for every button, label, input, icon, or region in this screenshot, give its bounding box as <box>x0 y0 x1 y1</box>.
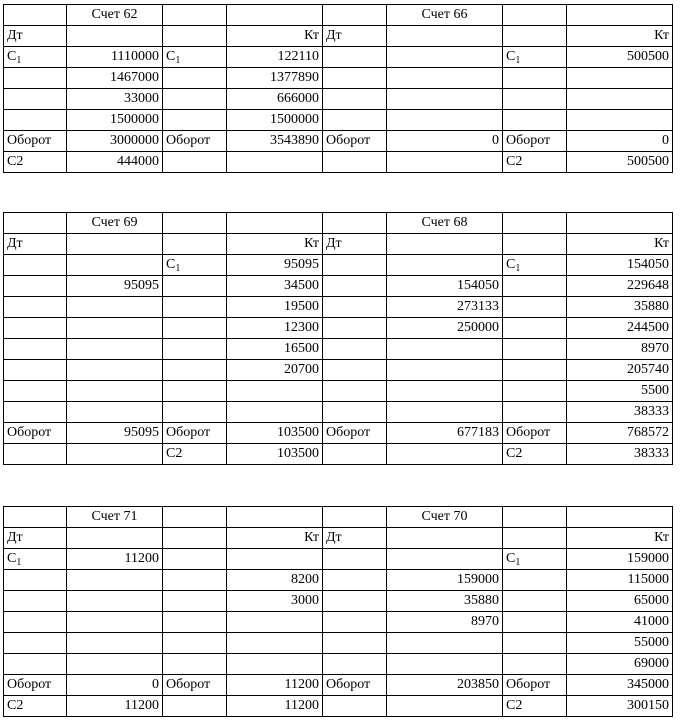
row-label <box>323 110 387 131</box>
row-label <box>4 110 67 131</box>
row-label <box>163 152 227 173</box>
amount-cell: 35880 <box>567 297 673 318</box>
amount-cell: 103500 <box>227 423 323 444</box>
amount-cell: 345000 <box>567 675 673 696</box>
row-label <box>4 654 67 675</box>
amount-cell: 205740 <box>567 360 673 381</box>
blank-cell <box>503 507 567 528</box>
balance-start-subscript: 1 <box>175 55 181 66</box>
debit-credit-header-row <box>4 528 673 549</box>
table-row <box>4 68 673 89</box>
blank-cell <box>323 213 387 234</box>
amount-cell: 273133 <box>387 297 503 318</box>
amount-cell <box>567 110 673 131</box>
row-label <box>503 255 567 276</box>
balance-start-label: С <box>506 257 516 272</box>
row-label <box>4 297 67 318</box>
table-row <box>4 297 673 318</box>
row-label <box>323 402 387 423</box>
blank-cell <box>567 507 673 528</box>
amount-cell <box>227 402 323 423</box>
row-label <box>503 297 567 318</box>
amount-cell <box>67 402 163 423</box>
table-row <box>4 654 673 675</box>
row-label: Оборот <box>4 675 67 696</box>
blank-cell <box>323 5 387 26</box>
amount-cell: 55000 <box>567 633 673 654</box>
amount-cell <box>387 255 503 276</box>
row-label <box>323 591 387 612</box>
debit-label: Дт <box>323 234 387 255</box>
amount-cell: 11200 <box>67 549 163 570</box>
amount-cell: 41000 <box>567 612 673 633</box>
table-row <box>4 318 673 339</box>
row-label <box>503 591 567 612</box>
row-label <box>323 47 387 68</box>
row-label <box>323 339 387 360</box>
row-label: Оборот <box>323 131 387 152</box>
table-row <box>4 549 673 570</box>
amount-cell <box>387 654 503 675</box>
amount-cell: 159000 <box>387 570 503 591</box>
amount-cell: 20700 <box>227 360 323 381</box>
row-label <box>4 612 67 633</box>
account-title: Счет 62 <box>67 5 163 26</box>
blank-cell <box>4 5 67 26</box>
row-label <box>503 402 567 423</box>
amount-cell <box>227 633 323 654</box>
amount-cell: 1467000 <box>67 68 163 89</box>
row-label <box>4 444 67 465</box>
credit-label: Кт <box>567 26 673 47</box>
amount-cell: 3000000 <box>67 131 163 152</box>
row-label <box>323 68 387 89</box>
row-label: Оборот <box>503 675 567 696</box>
amount-cell: 0 <box>387 131 503 152</box>
row-label <box>323 654 387 675</box>
row-label <box>163 276 227 297</box>
balance-start-subscript: 1 <box>175 263 181 274</box>
row-label <box>503 549 567 570</box>
amount-cell: 95095 <box>67 423 163 444</box>
amount-cell: 11200 <box>227 675 323 696</box>
row-label <box>4 339 67 360</box>
row-label <box>4 68 67 89</box>
amount-cell <box>567 68 673 89</box>
row-label <box>323 570 387 591</box>
account-table-69-68 <box>3 212 673 465</box>
amount-cell: 203850 <box>387 675 503 696</box>
row-label <box>163 89 227 110</box>
blank-cell <box>387 26 503 47</box>
balance-start-subscript: 1 <box>515 557 521 568</box>
row-label <box>163 339 227 360</box>
amount-cell: 3000 <box>227 591 323 612</box>
amount-cell: 0 <box>67 675 163 696</box>
table-row <box>4 47 673 68</box>
amount-cell: 103500 <box>227 444 323 465</box>
blank-cell <box>503 26 567 47</box>
row-label <box>503 318 567 339</box>
row-label: Оборот <box>323 423 387 444</box>
blank-cell <box>4 507 67 528</box>
blank-cell <box>323 507 387 528</box>
amount-cell <box>67 591 163 612</box>
blank-cell <box>503 5 567 26</box>
amount-cell: 65000 <box>567 591 673 612</box>
amount-cell <box>387 110 503 131</box>
account-title: Счет 66 <box>387 5 503 26</box>
debit-label: Дт <box>4 528 67 549</box>
amount-cell <box>387 633 503 654</box>
amount-cell: 444000 <box>67 152 163 173</box>
title-row <box>4 507 673 528</box>
blank-cell <box>503 234 567 255</box>
blank-cell <box>67 26 163 47</box>
row-label <box>323 152 387 173</box>
table-row <box>4 255 673 276</box>
row-label <box>4 549 67 570</box>
blank-cell <box>503 213 567 234</box>
blank-cell <box>503 528 567 549</box>
credit-label: Кт <box>567 234 673 255</box>
blank-cell <box>567 5 673 26</box>
row-label: С2 <box>4 152 67 173</box>
amount-cell: 34500 <box>227 276 323 297</box>
debit-credit-header-row <box>4 26 673 47</box>
amount-cell: 38333 <box>567 444 673 465</box>
amount-cell <box>567 89 673 110</box>
blank-cell <box>227 213 323 234</box>
row-label <box>163 654 227 675</box>
amount-cell <box>67 444 163 465</box>
row-label <box>163 591 227 612</box>
amount-cell <box>387 444 503 465</box>
row-label: Оборот <box>4 423 67 444</box>
row-label: Оборот <box>503 131 567 152</box>
row-label <box>323 633 387 654</box>
amount-cell <box>227 381 323 402</box>
row-label <box>503 68 567 89</box>
table-row <box>4 152 673 173</box>
table-row <box>4 444 673 465</box>
debit-credit-header-row <box>4 234 673 255</box>
blank-cell <box>67 234 163 255</box>
debit-label: Дт <box>4 234 67 255</box>
account-title: Счет 68 <box>387 213 503 234</box>
credit-label: Кт <box>227 528 323 549</box>
account-title: Счет 71 <box>67 507 163 528</box>
amount-cell <box>67 381 163 402</box>
amount-cell: 11200 <box>67 696 163 717</box>
blank-cell <box>163 26 227 47</box>
table-row <box>4 696 673 717</box>
amount-cell: 1377890 <box>227 68 323 89</box>
debit-label: Дт <box>4 26 67 47</box>
amount-cell <box>387 339 503 360</box>
amount-cell: 1500000 <box>67 110 163 131</box>
row-label: Оборот <box>163 423 227 444</box>
balance-start-label: С <box>506 551 516 566</box>
amount-cell: 115000 <box>567 570 673 591</box>
row-label <box>323 255 387 276</box>
row-label <box>503 89 567 110</box>
row-label: Оборот <box>163 131 227 152</box>
blank-cell <box>227 5 323 26</box>
amount-cell: 500500 <box>567 152 673 173</box>
row-label <box>163 68 227 89</box>
amount-cell <box>387 152 503 173</box>
row-label <box>163 612 227 633</box>
row-label <box>163 381 227 402</box>
blank-cell <box>387 234 503 255</box>
amount-cell <box>387 402 503 423</box>
balance-start-subscript: 1 <box>16 557 22 568</box>
amount-cell: 250000 <box>387 318 503 339</box>
amount-cell <box>67 360 163 381</box>
balance-start-subscript: 1 <box>16 55 22 66</box>
amount-cell: 19500 <box>227 297 323 318</box>
row-label <box>4 591 67 612</box>
blank-cell <box>4 213 67 234</box>
amount-cell: 300150 <box>567 696 673 717</box>
amount-cell <box>387 89 503 110</box>
balance-start-label: С <box>7 49 17 64</box>
credit-label: Кт <box>227 234 323 255</box>
amount-cell: 33000 <box>67 89 163 110</box>
blank-cell <box>567 213 673 234</box>
amount-cell: 1500000 <box>227 110 323 131</box>
amount-cell <box>387 696 503 717</box>
amount-cell <box>67 654 163 675</box>
row-label <box>503 47 567 68</box>
row-label: С2 <box>503 696 567 717</box>
row-label <box>323 360 387 381</box>
row-label <box>503 570 567 591</box>
amount-cell: 95095 <box>67 276 163 297</box>
row-label <box>323 381 387 402</box>
row-label <box>323 297 387 318</box>
row-label <box>4 89 67 110</box>
amount-cell <box>387 549 503 570</box>
table-row <box>4 110 673 131</box>
amount-cell: 154050 <box>567 255 673 276</box>
blank-cell <box>163 528 227 549</box>
row-label <box>4 318 67 339</box>
amount-cell: 0 <box>567 131 673 152</box>
balance-start-label: С <box>506 49 516 64</box>
row-label <box>163 549 227 570</box>
balance-start-label: С <box>166 49 176 64</box>
row-label: С2 <box>4 696 67 717</box>
table-row <box>4 402 673 423</box>
row-label <box>323 549 387 570</box>
amount-cell <box>67 255 163 276</box>
row-label <box>4 47 67 68</box>
amount-cell: 244500 <box>567 318 673 339</box>
amount-cell: 677183 <box>387 423 503 444</box>
balance-start-label: С <box>166 257 176 272</box>
blank-cell <box>163 5 227 26</box>
amount-cell: 5500 <box>567 381 673 402</box>
table-row <box>4 360 673 381</box>
amount-cell: 768572 <box>567 423 673 444</box>
row-label <box>4 381 67 402</box>
table-row <box>4 423 673 444</box>
table-row <box>4 276 673 297</box>
amount-cell: 500500 <box>567 47 673 68</box>
amount-cell <box>67 318 163 339</box>
row-label: С2 <box>503 152 567 173</box>
row-label: Оборот <box>163 675 227 696</box>
amount-cell: 3543890 <box>227 131 323 152</box>
balance-start-subscript: 1 <box>515 55 521 66</box>
table-row <box>4 381 673 402</box>
amount-cell: 122110 <box>227 47 323 68</box>
amount-cell: 95095 <box>227 255 323 276</box>
account-table-71-70 <box>3 506 673 717</box>
row-label <box>503 339 567 360</box>
debit-label: Дт <box>323 26 387 47</box>
table-row <box>4 612 673 633</box>
amount-cell <box>227 152 323 173</box>
title-row <box>4 5 673 26</box>
amount-cell: 12300 <box>227 318 323 339</box>
row-label: Оборот <box>503 423 567 444</box>
amount-cell: 159000 <box>567 549 673 570</box>
amount-cell <box>227 549 323 570</box>
row-label: С2 <box>503 444 567 465</box>
title-row <box>4 213 673 234</box>
row-label <box>163 402 227 423</box>
credit-label: Кт <box>227 26 323 47</box>
amount-cell: 8970 <box>567 339 673 360</box>
row-label <box>4 570 67 591</box>
debit-label: Дт <box>323 528 387 549</box>
amount-cell <box>67 612 163 633</box>
row-label <box>4 402 67 423</box>
row-label <box>163 47 227 68</box>
row-label <box>163 570 227 591</box>
row-label <box>4 276 67 297</box>
table-row <box>4 570 673 591</box>
credit-label: Кт <box>567 528 673 549</box>
amount-cell: 16500 <box>227 339 323 360</box>
row-label: С2 <box>163 444 227 465</box>
row-label <box>163 110 227 131</box>
row-label <box>323 444 387 465</box>
blank-cell <box>163 213 227 234</box>
row-label <box>323 276 387 297</box>
row-label <box>323 696 387 717</box>
row-label <box>163 255 227 276</box>
table-row <box>4 633 673 654</box>
amount-cell: 38333 <box>567 402 673 423</box>
amount-cell: 666000 <box>227 89 323 110</box>
row-label <box>4 360 67 381</box>
row-label <box>323 89 387 110</box>
amount-cell <box>387 381 503 402</box>
row-label: Оборот <box>323 675 387 696</box>
row-label <box>4 633 67 654</box>
amount-cell: 154050 <box>387 276 503 297</box>
amount-cell: 229648 <box>567 276 673 297</box>
account-title: Счет 69 <box>67 213 163 234</box>
amount-cell: 8970 <box>387 612 503 633</box>
row-label <box>503 654 567 675</box>
row-label <box>323 318 387 339</box>
blank-cell <box>227 507 323 528</box>
amount-cell <box>67 570 163 591</box>
balance-start-label: С <box>7 551 17 566</box>
amount-cell: 8200 <box>227 570 323 591</box>
amount-cell: 1110000 <box>67 47 163 68</box>
amount-cell: 11200 <box>227 696 323 717</box>
blank-cell <box>67 528 163 549</box>
row-label <box>503 360 567 381</box>
row-label <box>163 318 227 339</box>
amount-cell <box>227 654 323 675</box>
blank-cell <box>163 234 227 255</box>
row-label <box>163 360 227 381</box>
balance-start-subscript: 1 <box>515 263 521 274</box>
amount-cell <box>67 297 163 318</box>
row-label <box>163 633 227 654</box>
account-table-62-66 <box>3 4 673 173</box>
amount-cell <box>227 612 323 633</box>
row-label <box>163 696 227 717</box>
row-label <box>503 633 567 654</box>
table-row <box>4 591 673 612</box>
amount-cell <box>67 633 163 654</box>
amount-cell <box>387 360 503 381</box>
amount-cell <box>387 47 503 68</box>
row-label <box>4 255 67 276</box>
table-row <box>4 131 673 152</box>
table-row <box>4 339 673 360</box>
amount-cell: 69000 <box>567 654 673 675</box>
row-label <box>503 612 567 633</box>
row-label: Оборот <box>4 131 67 152</box>
row-label <box>163 297 227 318</box>
row-label <box>323 612 387 633</box>
amount-cell <box>387 68 503 89</box>
row-label <box>503 110 567 131</box>
blank-cell <box>163 507 227 528</box>
row-label <box>503 276 567 297</box>
row-label <box>503 381 567 402</box>
amount-cell <box>67 339 163 360</box>
blank-cell <box>387 528 503 549</box>
table-row <box>4 89 673 110</box>
table-row <box>4 675 673 696</box>
account-title: Счет 70 <box>387 507 503 528</box>
amount-cell: 35880 <box>387 591 503 612</box>
